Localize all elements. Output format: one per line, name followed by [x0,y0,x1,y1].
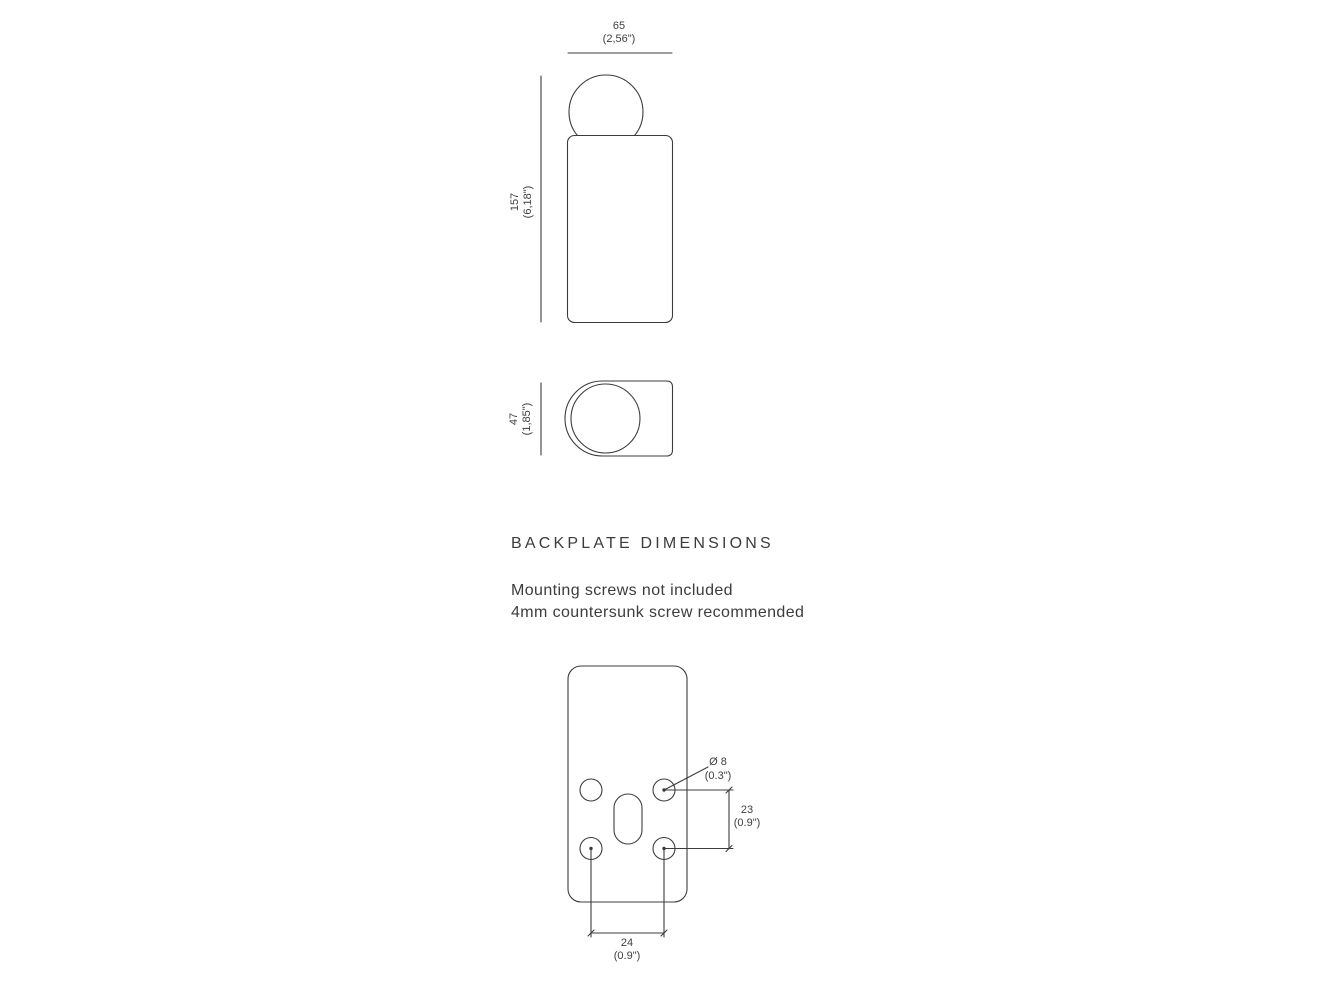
hole-vertical-spacing-label [734,804,761,830]
front-width-mm: 65 [612,20,626,32]
hole-diameter-in: (0.3") [704,770,732,782]
backplate-outline [568,666,687,902]
top-view-depth-dimension-label [508,403,534,436]
hole-hspacing-mm: 24 [620,937,634,949]
top-view-outline [565,381,672,456]
mounting-hole-top-left [580,779,602,801]
hole-diameter-label [705,755,732,783]
backplate-section-heading: BACKPLATE DIMENSIONS [511,535,774,552]
front-height-dimension-label [509,186,535,219]
front-width-in: (2,56") [602,33,636,45]
cable-slot-outline [614,794,642,844]
hole-hspacing-in: (0.9") [613,950,641,962]
hole-diameter-leader-line [664,767,708,790]
hole-diameter-mm: Ø 8 [709,756,727,768]
front-height-in: (6,18") [522,185,534,219]
front-width-dimension-label [603,20,636,46]
front-body-outline [568,136,673,323]
hole-vspacing-in: (0.9") [733,817,761,829]
top-view-depth-in: (1,85") [521,402,533,436]
mounting-note-line-2: 4mm countersunk screw recommended [511,604,805,621]
mounting-notes [511,580,804,624]
hole-horizontal-spacing-label [614,937,641,963]
mounting-note-line-1: Mounting screws not included [511,582,733,599]
front-height-mm: 157 [509,192,521,212]
top-view-depth-mm: 47 [508,412,520,426]
hole-vspacing-mm: 23 [740,804,754,816]
